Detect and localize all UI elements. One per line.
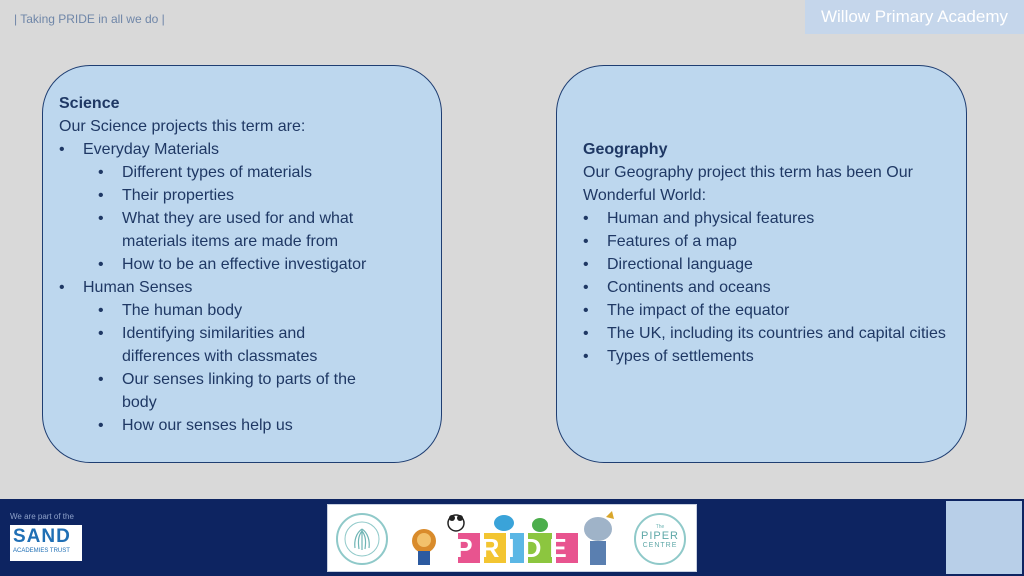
science-subtopic-list bbox=[59, 161, 441, 276]
willow-tree-logo bbox=[336, 513, 388, 565]
geography-card bbox=[556, 65, 967, 463]
sand-logo-text: SAND bbox=[13, 526, 71, 547]
list-item: • The impact of the equator bbox=[583, 299, 966, 322]
piper-logo-name: PIPER bbox=[640, 530, 679, 542]
tagline: | Taking PRIDE in all we do | bbox=[14, 12, 165, 26]
piper-centre-logo bbox=[634, 513, 686, 565]
science-topics-list bbox=[59, 138, 441, 161]
list-item: • How to be an effective investigator bbox=[59, 253, 441, 276]
sand-logo bbox=[10, 525, 82, 561]
science-intro: Our Science projects this term are: bbox=[59, 118, 306, 135]
list-item: • How our senses help us bbox=[59, 414, 441, 437]
list-item: • Different types of materials bbox=[59, 161, 441, 184]
list-item: • Continents and oceans bbox=[583, 276, 966, 299]
list-item: • Directional language bbox=[583, 253, 966, 276]
part-of-label: We are part of the bbox=[10, 512, 74, 521]
list-item: • Types of settlements bbox=[583, 345, 966, 368]
science-card bbox=[42, 65, 442, 463]
list-item: • What they are used for and what materials items are made from bbox=[59, 207, 382, 253]
sand-logo-subtext: ACADEMIES TRUST bbox=[13, 548, 70, 554]
science-subtopic-list bbox=[59, 299, 441, 437]
logo-strip bbox=[327, 504, 697, 572]
list-item: • Our senses linking to parts of the body bbox=[59, 368, 392, 414]
list-item: • The human body bbox=[59, 299, 441, 322]
science-topic-label: Human Senses bbox=[83, 279, 193, 296]
geography-heading: Geography bbox=[583, 141, 668, 158]
science-topics-list bbox=[59, 276, 441, 299]
list-item: • Their properties bbox=[59, 184, 441, 207]
list-item: • Human and physical features bbox=[583, 207, 966, 230]
list-item: • Identifying similarities and differences with classmates bbox=[59, 322, 342, 368]
pride-logo bbox=[408, 509, 622, 569]
academy-name-banner: Willow Primary Academy bbox=[805, 0, 1024, 34]
list-item: • The UK, including its countries and capital cities bbox=[583, 322, 947, 345]
science-topic bbox=[59, 276, 441, 299]
piper-logo-sub: CENTRE bbox=[642, 542, 678, 549]
science-topic bbox=[59, 138, 441, 161]
footer bbox=[0, 499, 1024, 576]
pride-logo-text: PRIDE bbox=[455, 533, 575, 563]
corner-box bbox=[946, 501, 1022, 574]
science-topic-label: Everyday Materials bbox=[83, 141, 220, 158]
geography-intro: Our Geography project this term has been Our Wonderful World: bbox=[583, 164, 913, 204]
piper-logo-top: The bbox=[655, 524, 665, 530]
geography-list bbox=[583, 207, 966, 368]
science-heading: Science bbox=[59, 95, 120, 112]
list-item: • Features of a map bbox=[583, 230, 966, 253]
